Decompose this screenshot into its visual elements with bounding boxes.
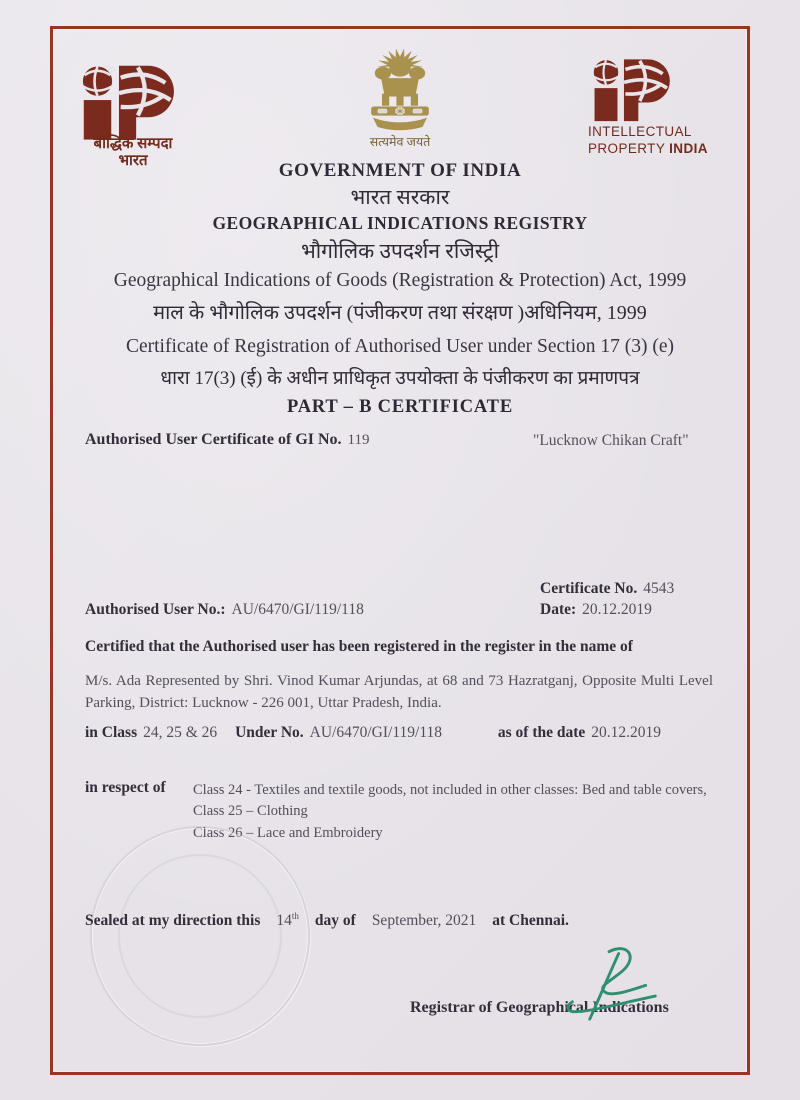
embossed-seal-inner-ring xyxy=(118,854,282,1018)
act-title: Geographical Indications of Goods (Registration & Protection) Act, 1999 xyxy=(113,270,687,291)
embossed-seal xyxy=(90,826,310,1046)
right-logo-caption xyxy=(588,124,748,158)
class-descriptions xyxy=(193,780,723,844)
date-label: Date: xyxy=(540,601,577,618)
emblem-motto: सत्यमेव जयते xyxy=(369,135,431,149)
registry-title: GEOGRAPHICAL INDICATIONS REGISTRY xyxy=(212,213,588,233)
class-26-description: Class 26 – Lace and Embroidery xyxy=(193,824,383,841)
class-25-description: Class 25 – Clothing xyxy=(193,803,308,820)
gi-number-label: Authorised User Certificate of GI No. xyxy=(85,431,342,448)
sealed-month: September, 2021 xyxy=(371,912,477,930)
ashoka-emblem-icon xyxy=(355,44,445,132)
gov-of-india-hindi: भारत सरकार xyxy=(350,185,450,209)
sealed-place: at Chennai. xyxy=(492,912,569,930)
registrar-signature xyxy=(550,942,668,1024)
right-logo-caption-line1: INTELLECTUAL xyxy=(588,124,692,139)
class-value: 24, 25 & 26 xyxy=(143,724,218,741)
sealed-day-suffix: th xyxy=(291,911,299,921)
registry-hindi: भौगोलिक उपदर्शन रजिस्ट्री xyxy=(300,239,500,263)
gi-number-line xyxy=(85,431,370,449)
class-segment xyxy=(85,724,217,741)
gi-name: "Lucknow Chikan Craft" xyxy=(533,432,689,449)
act-hindi: माल के भौगोलिक उपदर्शन (पंजीकरण तथा संरक्षण )अधिनियम, 1999 xyxy=(153,302,647,324)
left-logo-caption-line1: बौद्धिक सम्पदा xyxy=(93,136,173,152)
certified-statement: Certified that the Authorised user has been registered in the register in the name of xyxy=(85,638,633,655)
sealed-line xyxy=(85,911,569,930)
under-number-segment xyxy=(235,724,442,741)
as-of-date-segment xyxy=(498,724,661,741)
gov-of-india-title: GOVERNMENT OF INDIA xyxy=(278,160,522,181)
under-number-value: AU/6470/GI/119/118 xyxy=(309,724,442,741)
sealed-label: Sealed at my direction this xyxy=(85,912,261,930)
authorised-user-number-label: Authorised User No.: xyxy=(85,601,226,618)
section-hindi: धारा 17(3) (ई) के अधीन प्राधिकृत उपयोक्ता के पंजीकरण का प्रमाणपत्र xyxy=(160,368,640,389)
date-value: 20.12.2019 xyxy=(582,601,652,618)
under-number-label: Under No. xyxy=(235,724,304,741)
ip-india-logo-right xyxy=(588,58,680,124)
authorised-user-number-value: AU/6470/GI/119/118 xyxy=(231,601,364,618)
left-logo-caption-line2: भारत xyxy=(118,152,148,169)
class-line xyxy=(85,724,661,742)
part-b-title: PART – B CERTIFICATE xyxy=(287,397,513,417)
in-respect-of-label: in respect of xyxy=(85,779,166,796)
certificate-number-line xyxy=(540,580,674,598)
section-title: Certificate of Registration of Authorised User under Section 17 (3) (e) xyxy=(125,336,674,357)
right-logo-caption-line2: PROPERTY INDIA xyxy=(588,140,708,156)
ip-india-logo-left xyxy=(76,64,186,143)
class-24-description: Class 24 - Textiles and textile goods, not included in other classes: Bed and table covers, xyxy=(193,782,707,798)
registrar-title: Registrar of Geographical Indications xyxy=(410,999,669,1016)
certificate-number-label: Certificate No. xyxy=(540,580,638,597)
sealed-day: 14th xyxy=(276,911,299,930)
authorised-user-number-line xyxy=(85,601,364,619)
certificate-number-value: 4543 xyxy=(643,580,675,597)
class-label: in Class xyxy=(85,724,138,741)
as-of-date-label: as of the date xyxy=(497,724,586,741)
day-of-label: day of xyxy=(314,912,356,930)
date-line xyxy=(540,601,652,619)
as-of-date-value: 20.12.2019 xyxy=(591,724,662,741)
gi-number-value: 119 xyxy=(347,432,370,448)
registrant-details: M/s. Ada Represented by Shri. Vinod Kumar Arjundas, at 68 and 73 Hazratganj, Opposite Multi Level Parking, District: Lucknow - 226 001, Uttar Pradesh, India. xyxy=(85,673,713,711)
